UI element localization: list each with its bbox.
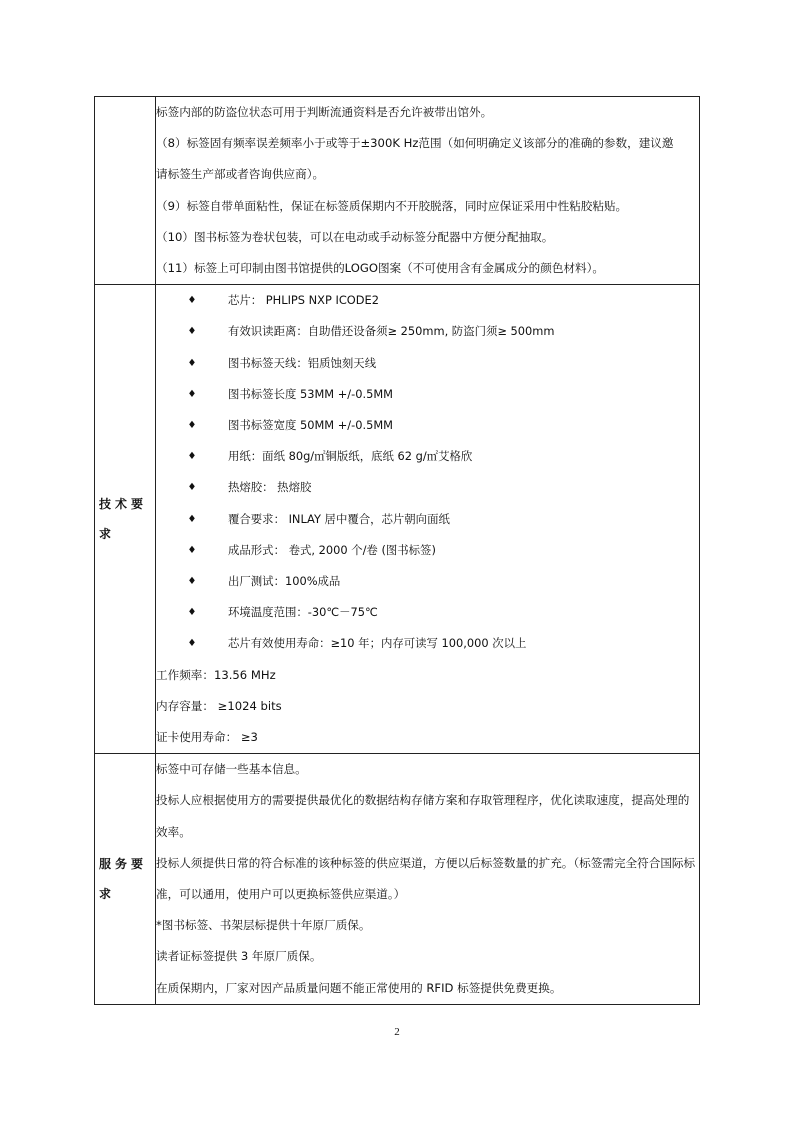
diamond-bullet-icon: ♦: [187, 607, 197, 619]
service-requirements-cell: [156, 754, 700, 1005]
list-item: [156, 504, 699, 535]
text-line: 内存容量： ≥1024 bits: [156, 698, 282, 713]
text-line: 请标签生产部或者咨询供应商）。: [156, 167, 325, 182]
diamond-bullet-icon: ♦: [187, 513, 197, 525]
paragraph: 标签中可存储一些基本信息。: [156, 762, 307, 777]
diamond-bullet-icon: ♦: [187, 576, 197, 588]
section-heading: 服务要: [99, 857, 148, 872]
list-item-text: 图书标签长度 53MM +/-0.5MM: [228, 386, 393, 401]
diamond-bullet-icon: ♦: [187, 357, 197, 369]
text-line: 工作频率：13.56 MHz: [156, 667, 276, 682]
list-item: [156, 410, 699, 441]
list-item: [156, 316, 699, 347]
list-item: [156, 597, 699, 628]
paragraph: 投标人应根据使用方的需要提供最优化的数据结构存储方案和存取管理程序，优化读取速度，提高处理的效率。: [156, 793, 690, 839]
list-item-text: 图书标签宽度 50MM +/-0.5MM: [228, 418, 393, 433]
list-item-text: 图书标签天线：铝质蚀刻天线: [228, 355, 377, 370]
diamond-bullet-icon: ♦: [187, 295, 197, 307]
paragraph: *图书标签、书架层标提供十年原厂质保。: [156, 918, 371, 933]
list-item-text: 芯片有效使用寿命：≥10 年；内存可读写 100,000 次以上: [228, 636, 527, 651]
table-row: [95, 754, 700, 1005]
list-item: [156, 566, 699, 597]
diamond-bullet-icon: ♦: [187, 544, 197, 556]
spec-table: [94, 96, 700, 1005]
diamond-bullet-icon: ♦: [187, 388, 197, 400]
tech-requirements-cell: [156, 285, 700, 754]
text-line: （9）标签自带单面粘性，保证在标签质保期内不开胶脱落，同时应保证采用中性粘胶粘贴。: [156, 198, 628, 213]
text-line: （8）标签固有频率误差频率小于或等于±300K Hz范围（如何明确定义该部分的准确的参数，建议邀: [156, 136, 674, 151]
text-line: （10）图书标签为卷状包装，可以在电动或手动标签分配器中方便分配抽取。: [156, 229, 554, 244]
label-features-cell: [156, 97, 700, 285]
table-row: [95, 285, 700, 754]
diamond-bullet-icon: ♦: [187, 420, 197, 432]
list-item: [156, 379, 699, 410]
list-item: [156, 348, 699, 379]
tech-requirements-header: [95, 285, 156, 754]
list-item-text: 出厂测试：100%成品: [228, 574, 341, 589]
paragraph: 在质保期内，厂家对因产品质量问题不能正常使用的 RFID 标签提供免费更换。: [156, 980, 562, 995]
list-item-text: 覆合要求： INLAY 居中覆合，芯片朝向面纸: [228, 511, 450, 526]
page-number: 2: [394, 1026, 400, 1038]
row-header-empty: [95, 97, 156, 285]
text-line: （11）标签上可印制由图书馆提供的LOGO图案（不可使用含有金属成分的颜色材料）。: [156, 261, 605, 276]
service-requirements-header: [95, 754, 156, 1005]
list-item-text: 环境温度范围：-30℃－75℃: [228, 605, 378, 620]
section-heading: 求: [99, 527, 116, 542]
list-item: [156, 441, 699, 472]
list-item: [156, 628, 699, 659]
list-item-text: 热熔胶： 热熔胶: [228, 480, 312, 495]
diamond-bullet-icon: ♦: [187, 482, 197, 494]
table-row: [95, 97, 700, 285]
list-item-text: 有效识读距离：自助借还设备须≥ 250mm, 防盗门须≥ 500mm: [228, 324, 555, 339]
text-line: 标签内部的防盗位状态可用于判断流通资料是否允许被带出馆外。: [156, 105, 493, 119]
paragraph: 投标人须提供日常的符合标准的该种标签的供应渠道，方便以后标签数量的扩充。（标签需完全符合国际标准，可以通用，使用户可以更换标签供应渠道。）: [156, 855, 696, 902]
list-item-text: 成品形式： 卷式, 2000 个/卷 (图书标签): [228, 542, 436, 557]
paragraph: 读者证标签提供 3 年原厂质保。: [156, 949, 322, 964]
list-item: [156, 535, 699, 566]
list-item-text: 用纸：面纸 80g/㎡铜版纸，底纸 62 g/㎡艾格欣: [228, 449, 473, 464]
list-item-text: 芯片： PHLIPS NXP ICODE2: [228, 293, 379, 308]
list-item: [156, 472, 699, 503]
list-item: [156, 285, 699, 316]
diamond-bullet-icon: ♦: [187, 326, 197, 338]
section-heading: 技术要: [99, 497, 148, 512]
section-heading: 求: [99, 887, 116, 902]
text-line: 证卡使用寿命： ≥3: [156, 730, 258, 745]
diamond-bullet-icon: ♦: [187, 638, 197, 650]
diamond-bullet-icon: ♦: [187, 451, 197, 463]
